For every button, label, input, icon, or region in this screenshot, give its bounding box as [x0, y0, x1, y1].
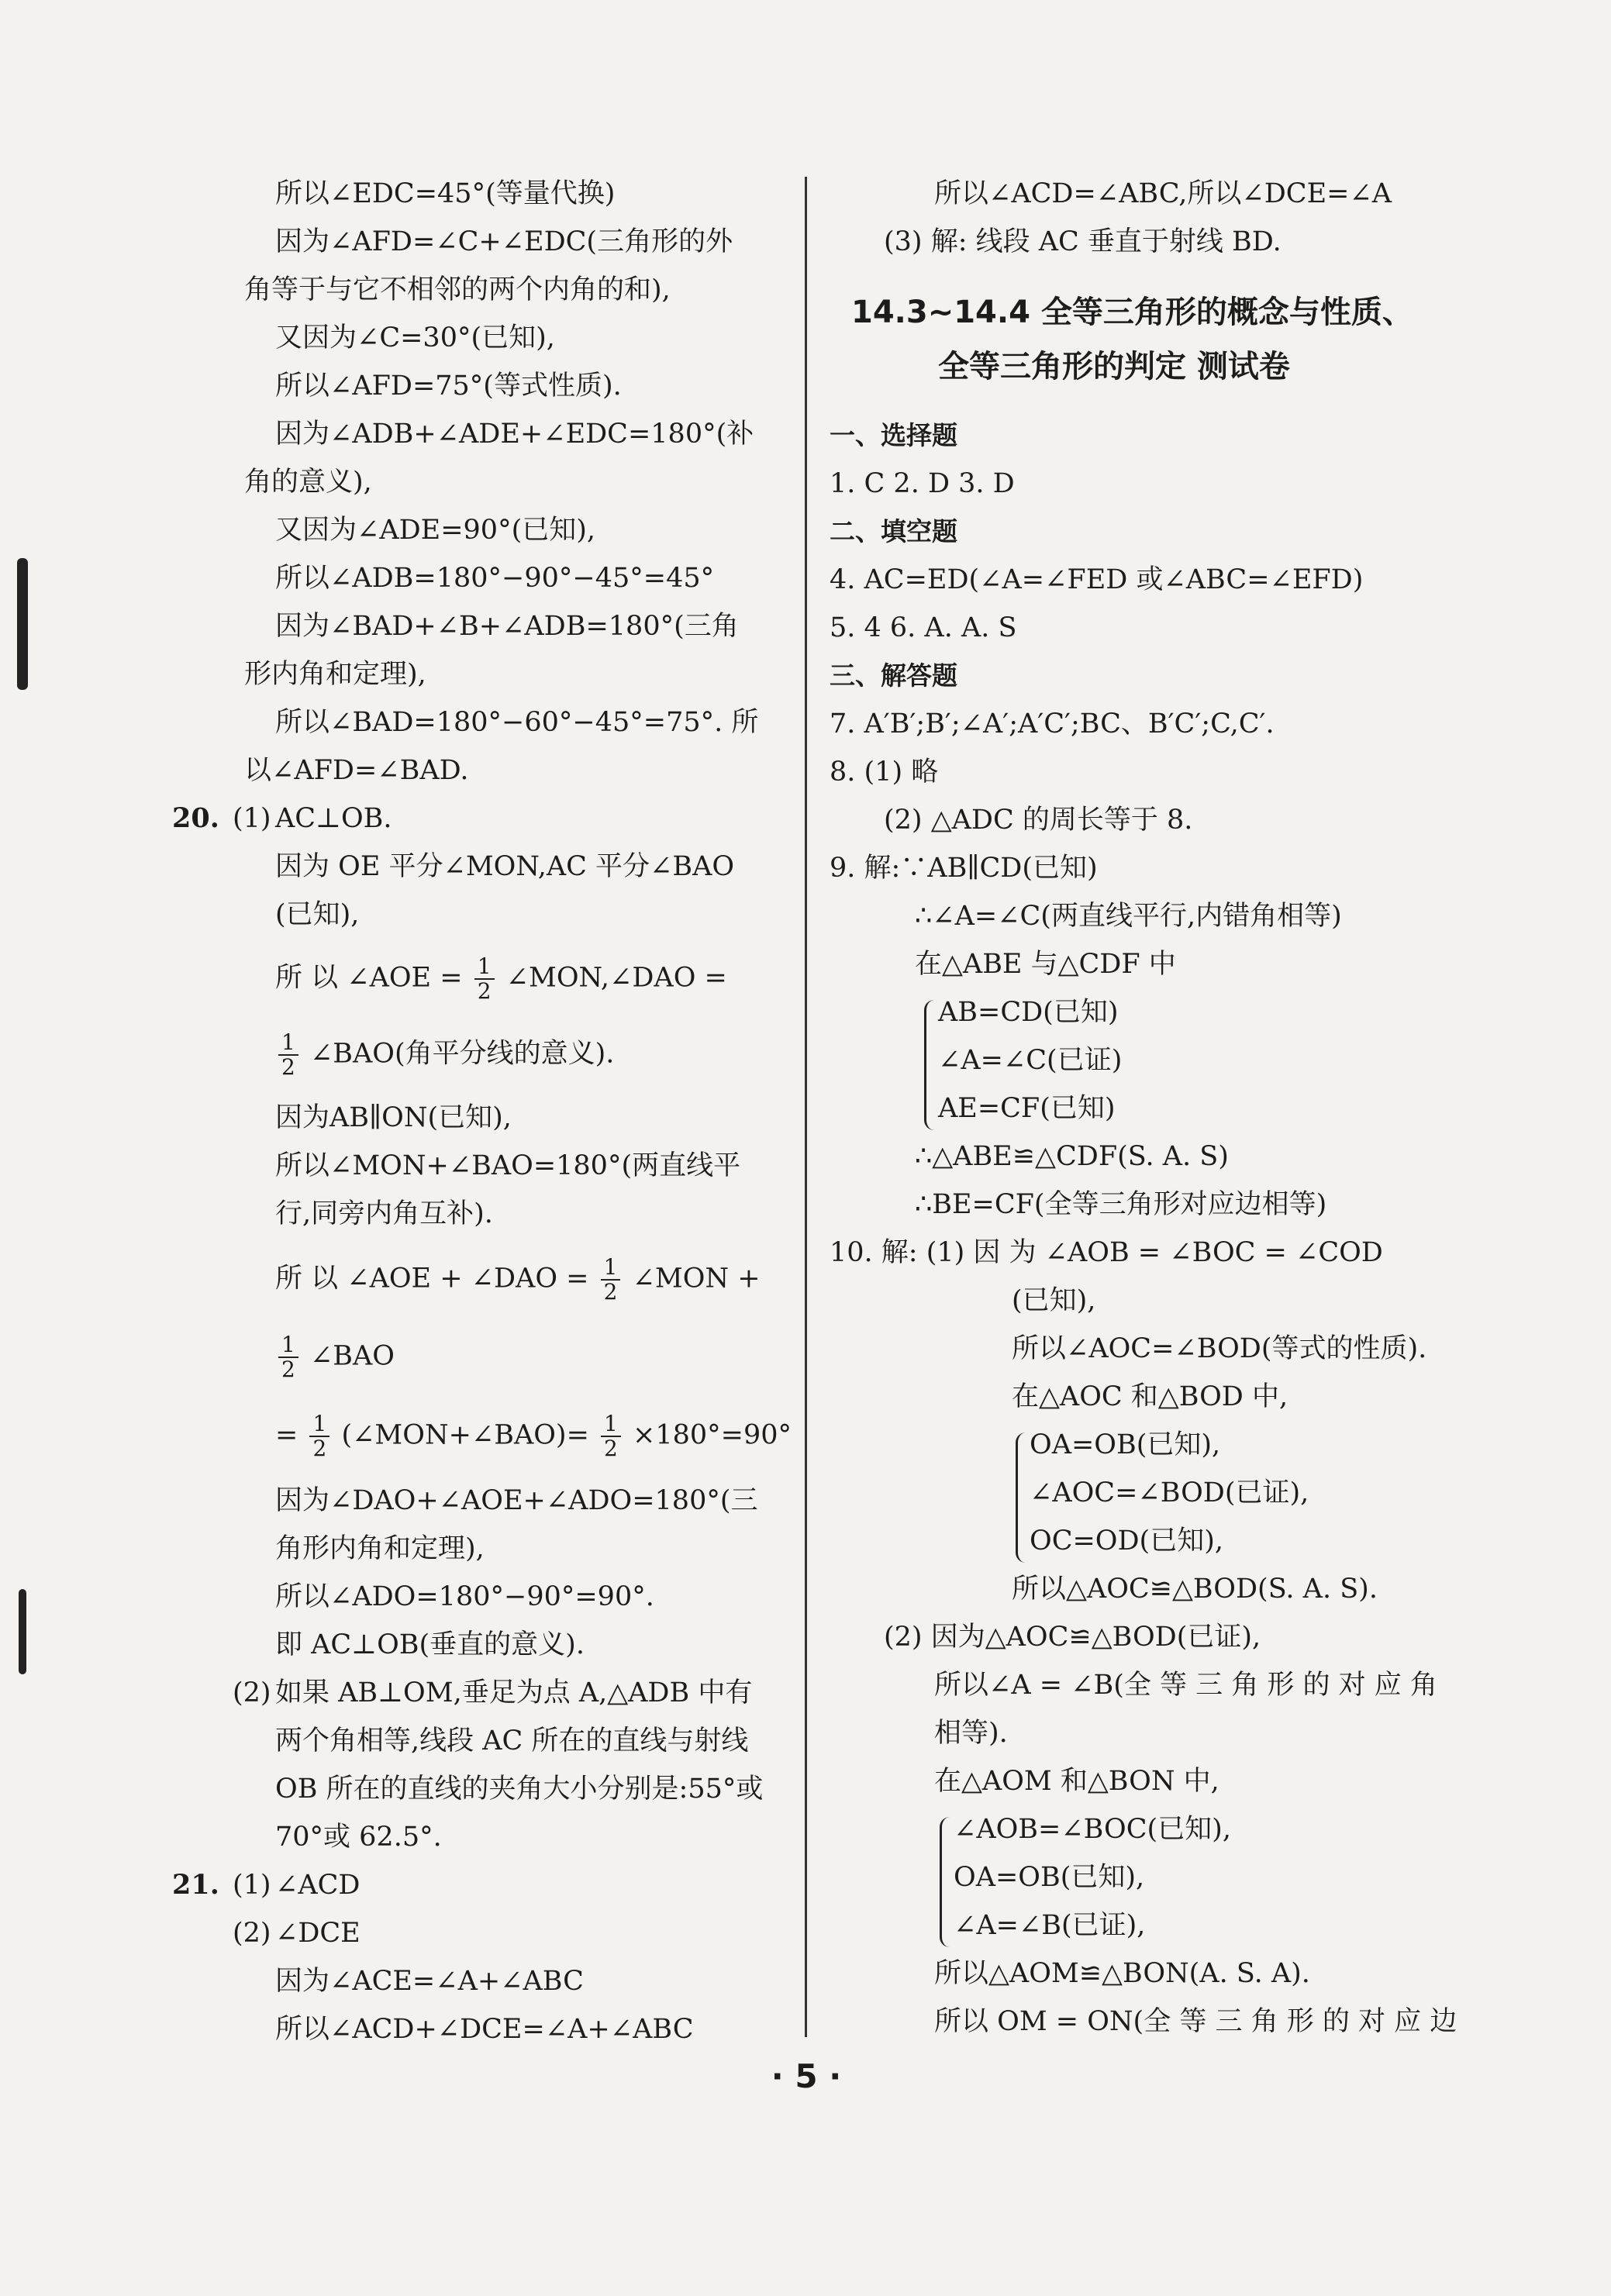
page-number: · 5 ·: [771, 2057, 842, 2095]
text-line: 70°或 62.5°.: [275, 1822, 442, 1853]
text-line: 因为∠ADB+∠ADE+∠EDC=180°(补: [275, 419, 754, 450]
text-line: 所以∠ACD+∠DCE=∠A+∠ABC: [275, 2014, 694, 2045]
text-line: 即 AC⊥OB(垂直的意义).: [275, 1629, 585, 1660]
fraction-denominator: 2: [603, 1279, 618, 1305]
math-text: ∠MON +: [632, 1263, 761, 1295]
question-number: 20.: [172, 802, 219, 834]
text-line: (已知),: [275, 899, 360, 930]
text-line: 10. 解: (1) 因 为 ∠AOB = ∠BOC = ∠COD: [830, 1237, 1383, 1268]
math-line: [275, 1333, 395, 1381]
text-line: (3) 解: 线段 AC 垂直于射线 BD.: [884, 226, 1282, 257]
math-line: [275, 1412, 792, 1460]
text-line: 在△AOC 和△BOD 中,: [1012, 1381, 1288, 1412]
text-line: 所以∠ACD=∠ABC,所以∠DCE=∠A: [934, 178, 1392, 209]
text-line: AB=CD(已知): [938, 997, 1119, 1028]
fraction-denominator: 2: [281, 1357, 295, 1382]
text-line: 又因为∠C=30°(已知),: [275, 322, 555, 353]
fraction: [601, 1256, 621, 1304]
math-text: ×180°=90°: [633, 1419, 792, 1451]
text-line: 所以∠AFD=75°(等式性质).: [275, 371, 622, 402]
fraction-numerator: 1: [474, 955, 495, 980]
question-number: 21.: [172, 1869, 219, 1901]
text-line: ∴△ABE≌△CDF(S. A. S): [915, 1141, 1229, 1172]
text-line: OB 所在的直线的夹角大小分别是:55°或: [275, 1774, 764, 1805]
text-line: AE=CF(已知): [938, 1093, 1116, 1124]
text-line: 形内角和定理),: [244, 659, 426, 690]
scan-mark: [17, 558, 28, 690]
brace: [940, 1817, 950, 1947]
text-line: 角等于与它不相邻的两个内角的和),: [244, 274, 671, 305]
fraction-denominator: 2: [312, 1436, 327, 1461]
math-text: 所 以 ∠AOE + ∠DAO =: [275, 1263, 589, 1295]
text-line: (2) △ADC 的周长等于 8.: [884, 805, 1193, 836]
fraction-numerator: 1: [601, 1256, 621, 1281]
text-line: 所以∠BAD=180°−60°−45°=75°. 所: [275, 707, 759, 738]
fraction-numerator: 1: [278, 1031, 298, 1056]
text-line: 所以∠ADB=180°−90°−45°=45°: [275, 563, 715, 594]
answer-text: ∠DCE: [275, 1918, 360, 1949]
part-label: (2): [233, 1918, 271, 1949]
text-line: 所以∠ADO=180°−90°=90°.: [275, 1581, 654, 1612]
fraction: [309, 1412, 329, 1460]
fraction-denominator: 2: [281, 1054, 295, 1080]
text-line: 在△AOM 和△BON 中,: [934, 1766, 1219, 1797]
section-title: 一、选择题: [830, 420, 957, 450]
answer-text: ∠ACD: [275, 1870, 360, 1901]
text-line: 7. A′B′;B′;∠A′;A′C′;BC、B′C′;C,C′.: [830, 708, 1275, 739]
math-text: (∠MON+∠BAO)=: [341, 1419, 589, 1451]
brace: [924, 1000, 934, 1130]
fraction: [474, 955, 495, 1003]
math-text: ∠MON,∠DAO =: [505, 962, 727, 994]
math-text: 所 以 ∠AOE =: [275, 962, 463, 994]
scan-mark: [19, 1589, 26, 1674]
text-line: 因为 OE 平分∠MON,AC 平分∠BAO: [275, 851, 735, 882]
text-line: 因为∠DAO+∠AOE+∠ADO=180°(三: [275, 1485, 758, 1516]
text-line: 以∠AFD=∠BAD.: [244, 755, 469, 786]
text-line: 在△ABE 与△CDF 中: [915, 949, 1176, 980]
text-line: ∠A=∠B(已证),: [954, 1910, 1146, 1941]
text-line: ∴BE=CF(全等三角形对应边相等): [915, 1189, 1327, 1220]
column-divider: [805, 177, 807, 2037]
text-line: ∴∠A=∠C(两直线平行,内错角相等): [915, 901, 1342, 932]
text-line: 所以∠AOC=∠BOD(等式的性质).: [1012, 1333, 1427, 1364]
fraction: [601, 1412, 621, 1460]
text-line: ∠AOC=∠BOD(已证),: [1030, 1477, 1309, 1508]
text-line: 角形内角和定理),: [275, 1533, 485, 1564]
fraction-denominator: 2: [604, 1436, 618, 1461]
fraction-numerator: 1: [309, 1412, 329, 1437]
text-line: 1. C 2. D 3. D: [830, 468, 1015, 499]
fraction-numerator: 1: [601, 1412, 621, 1437]
fraction: [278, 1031, 298, 1079]
text-line: 角的意义),: [244, 467, 372, 498]
fraction: [278, 1333, 298, 1381]
math-line: [275, 1256, 761, 1304]
part-label: (1): [233, 1870, 271, 1901]
text-line: 所以△AOC≌△BOD(S. A. S).: [1012, 1574, 1378, 1605]
text-line: 所以∠MON+∠BAO=180°(两直线平: [275, 1150, 741, 1181]
math-text: ∠BAO: [309, 1340, 395, 1372]
text-line: 因为∠ACE=∠A+∠ABC: [275, 1966, 584, 1997]
part-label: (2): [233, 1677, 271, 1708]
answer-text: AC⊥OB.: [275, 803, 392, 834]
text-line: 所以△AOM≌△BON(A. S. A).: [934, 1958, 1310, 1989]
fraction-denominator: 2: [477, 978, 492, 1004]
text-line: (已知),: [1012, 1285, 1096, 1316]
text-line: 所以∠EDC=45°(等量代换): [275, 178, 616, 209]
text-line: OA=OB(已知),: [1030, 1429, 1221, 1460]
text-line: ∠A=∠C(已证): [938, 1045, 1123, 1076]
text-line: 所以∠A = ∠B(全 等 三 角 形 的 对 应 角: [934, 1670, 1437, 1701]
text-line: 8. (1) 略: [830, 757, 939, 788]
section-heading: 全等三角形的判定 测试卷: [938, 349, 1290, 384]
fraction-numerator: 1: [278, 1333, 298, 1358]
math-text: ∠BAO(角平分线的意义).: [309, 1038, 615, 1070]
text-line: 又因为∠ADE=90°(已知),: [275, 515, 596, 546]
text-line: 4. AC=ED(∠A=∠FED 或∠ABC=∠EFD): [830, 564, 1364, 595]
math-line: [275, 955, 727, 1003]
text-line: 所以 OM = ON(全 等 三 角 形 的 对 应 边: [934, 2006, 1457, 2037]
part-label: (1): [233, 803, 271, 834]
text-line: 5. 4 6. A. A. S: [830, 612, 1017, 643]
text-line: 9. 解:∵AB∥CD(已知): [830, 853, 1098, 884]
text-line: 相等).: [934, 1718, 1008, 1749]
text-line: 因为∠AFD=∠C+∠EDC(三角形的外: [275, 226, 733, 257]
text-line: 如果 AB⊥OM,垂足为点 A,△ADB 中有: [275, 1677, 753, 1708]
section-title: 二、填空题: [830, 516, 957, 546]
brace: [1016, 1432, 1026, 1563]
section-title: 三、解答题: [830, 660, 957, 691]
section-heading: 14.3~14.4 全等三角形的概念与性质、: [851, 295, 1413, 330]
text-line: 两个角相等,线段 AC 所在的直线与射线: [275, 1725, 749, 1756]
text-line: 行,同旁内角互补).: [275, 1198, 493, 1229]
text-line: OA=OB(已知),: [954, 1862, 1145, 1893]
math-text: =: [275, 1419, 298, 1451]
text-line: ∠AOB=∠BOC(已知),: [954, 1814, 1231, 1845]
text-line: 因为AB∥ON(已知),: [275, 1102, 512, 1133]
math-line: [275, 1031, 614, 1079]
text-line: 因为∠BAD+∠B+∠ADB=180°(三角: [275, 611, 739, 642]
text-line: OC=OD(已知),: [1030, 1525, 1223, 1557]
text-line: (2) 因为△AOC≌△BOD(已证),: [884, 1622, 1261, 1653]
